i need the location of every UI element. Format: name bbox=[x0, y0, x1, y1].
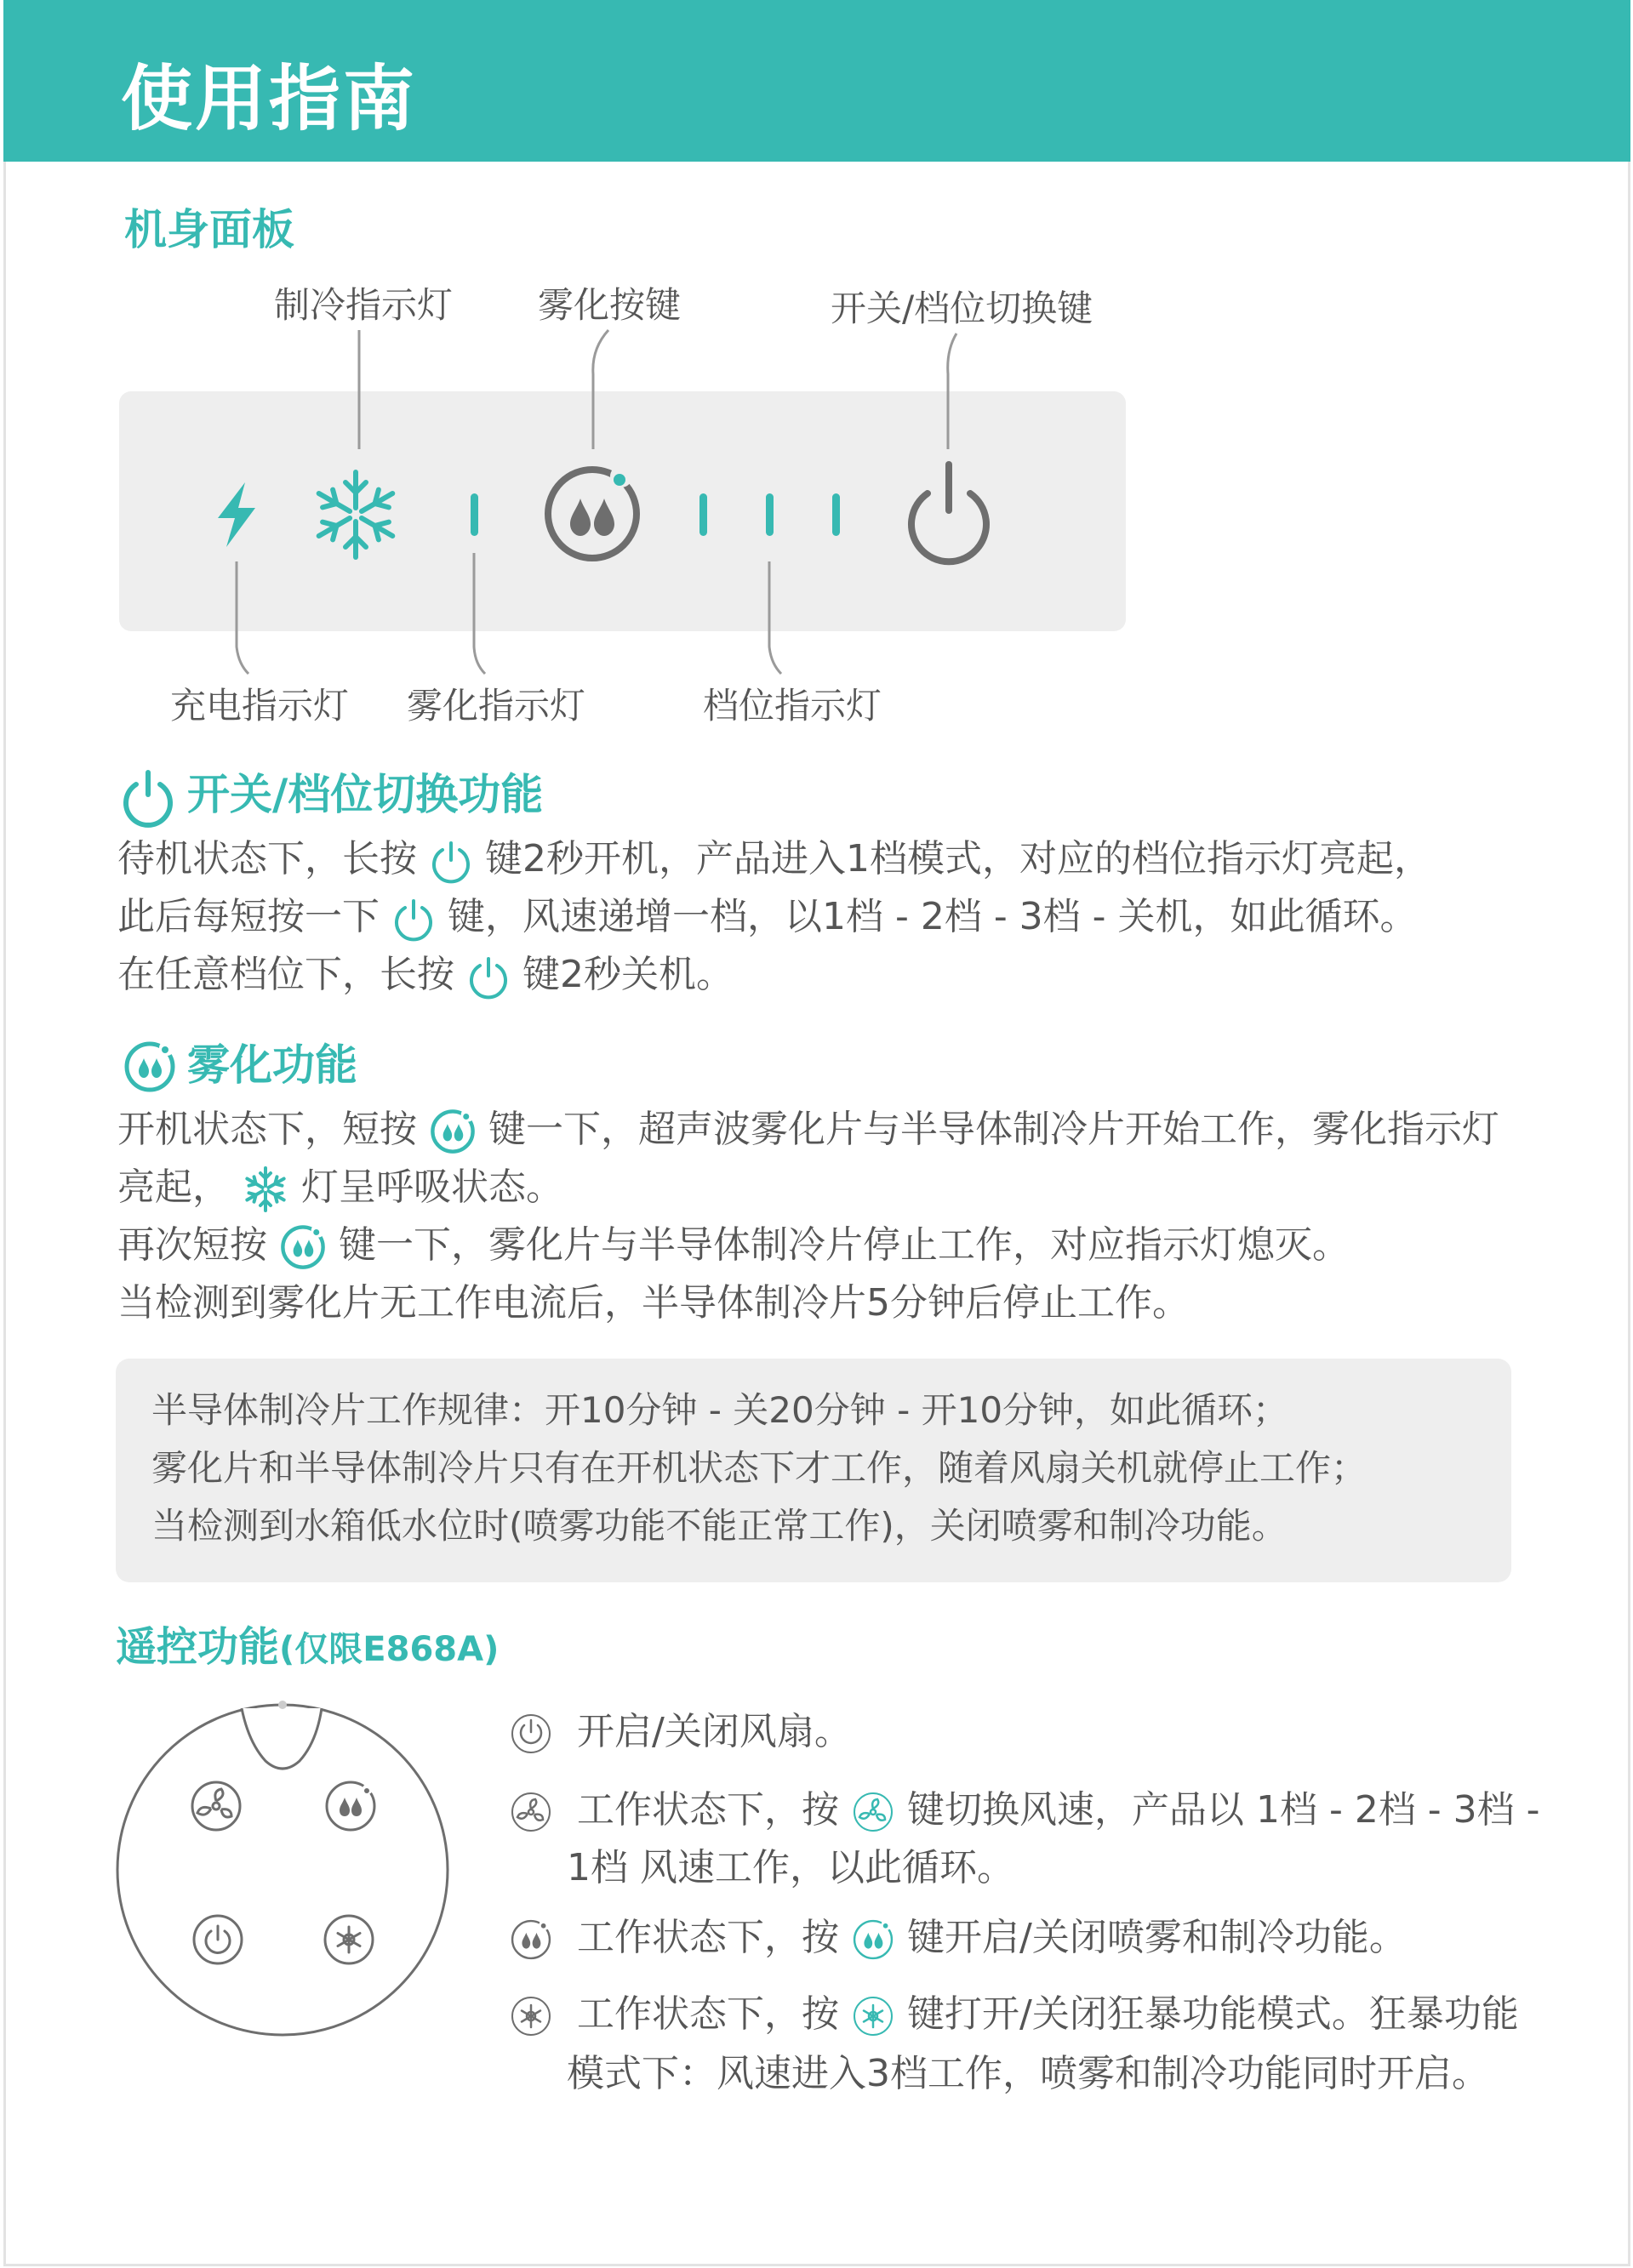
power-inline-icon bbox=[429, 838, 473, 884]
label-mist-button: 雾化按键 bbox=[538, 284, 682, 326]
remote-power-button-icon bbox=[194, 1916, 242, 1963]
snowflake-icon bbox=[308, 468, 403, 561]
remote-title-main: 遥控功能 bbox=[116, 1623, 280, 1671]
mist-line-2-text-a: 亮起， bbox=[117, 1165, 230, 1209]
power-line-3 bbox=[117, 951, 734, 1000]
remote-item-turbo bbox=[509, 1991, 1519, 2038]
mist-line-2 bbox=[117, 1164, 563, 1213]
power-inline-icon bbox=[466, 954, 511, 1000]
mist-line-4: 当检测到雾化片无工作电流后，半导体制冷片5分钟后停止工作。 bbox=[117, 1281, 1190, 1325]
panel-section-title: 机身面板 bbox=[124, 205, 294, 254]
snowflake-inline-icon bbox=[242, 1165, 289, 1213]
remote-mist-button-icon bbox=[327, 1782, 374, 1830]
remote-item-turbo-text-a: 工作状态下，按 bbox=[577, 1992, 839, 2036]
remote-item-power-text: 开启/关闭风扇。 bbox=[577, 1710, 852, 1753]
mist-inline-icon bbox=[429, 1108, 477, 1155]
remote-item-mist bbox=[509, 1914, 1407, 1962]
mist-line-3-text-b: 键一下，雾化片与半导体制冷片停止工作，对应指示灯熄灭。 bbox=[339, 1223, 1350, 1267]
charge-indicator-icon bbox=[211, 481, 262, 549]
turbo-outline-icon bbox=[509, 1994, 553, 2038]
power-line-1-text-b: 键2秒开机，产品进入1档模式，对应的档位指示灯亮起， bbox=[485, 837, 1431, 880]
mist-inline-icon bbox=[279, 1223, 327, 1271]
mist-section-icon bbox=[123, 1040, 177, 1094]
mist-line-1-text-a: 开机状态下，短按 bbox=[117, 1108, 417, 1151]
power-line-2-text-b: 键，风速递增一档，以1档 - 2档 - 3档 - 关机，如此循环。 bbox=[448, 895, 1418, 938]
remote-item-fan-text-a: 工作状态下，按 bbox=[577, 1788, 839, 1832]
remote-title-suffix: (仅限E868A) bbox=[279, 1630, 500, 1669]
remote-item-turbo-line-2: 模式下：风速进入3档工作，喷雾和制冷功能同时开启。 bbox=[567, 2052, 1489, 2095]
mist-line-1 bbox=[117, 1106, 1499, 1155]
remote-item-fan-text-b: 键切换风速，产品以 1档 - 2档 - 3档 - bbox=[907, 1788, 1540, 1832]
mist-line-1-text-b: 键一下，超声波雾化片与半导体制冷片开始工作，雾化指示灯 bbox=[488, 1108, 1499, 1151]
remote-item-fan bbox=[509, 1786, 1540, 1834]
remote-item-turbo-text-b: 键打开/关闭狂暴功能模式。狂暴功能 bbox=[907, 1992, 1519, 2036]
remote-fan-button-icon bbox=[192, 1782, 240, 1830]
fan-inline-icon bbox=[851, 1790, 895, 1834]
remote-turbo-button-icon bbox=[325, 1916, 373, 1963]
remote-item-mist-text-b: 键开启/关闭喷雾和制冷功能。 bbox=[907, 1916, 1407, 1959]
remote-section-title bbox=[116, 1621, 499, 1675]
mist-outline-icon bbox=[509, 1918, 553, 1962]
note-line-2: 雾化片和半导体制冷片只有在开机状态下才工作，随着风扇关机就停止工作； bbox=[151, 1447, 1367, 1489]
power-line-2-text-a: 此后每短按一下 bbox=[117, 895, 380, 938]
turbo-inline-icon bbox=[851, 1994, 895, 2038]
panel-leader-lines bbox=[0, 0, 1633, 766]
power-inline-icon bbox=[391, 896, 436, 942]
power-outline-icon bbox=[509, 1712, 553, 1756]
speed-indicator-light-3 bbox=[832, 493, 840, 536]
power-line-3-text-a: 在任意档位下，长按 bbox=[117, 953, 454, 996]
mist-indicator-light bbox=[471, 493, 478, 536]
power-line-1 bbox=[117, 835, 1431, 884]
page-title: 使用指南 bbox=[121, 57, 418, 140]
remote-control-illustration bbox=[114, 1700, 454, 2040]
note-line-3: 当检测到水箱低水位时(喷雾功能不能正常工作)，关闭喷雾和制冷功能。 bbox=[151, 1505, 1288, 1547]
power-section-title: 开关/档位切换功能 bbox=[187, 770, 544, 819]
mist-line-3 bbox=[117, 1222, 1350, 1271]
label-cooling-indicator: 制冷指示灯 bbox=[274, 284, 454, 326]
label-charge-indicator: 充电指示灯 bbox=[170, 685, 350, 727]
label-power-button: 开关/档位切换键 bbox=[831, 288, 1093, 329]
mist-line-3-text-a: 再次短按 bbox=[117, 1223, 267, 1267]
note-line-1: 半导体制冷片工作规律：开10分钟 - 关20分钟 - 开10分钟，如此循环； bbox=[151, 1389, 1289, 1431]
remote-item-power bbox=[509, 1708, 852, 1756]
power-section-icon bbox=[123, 767, 174, 823]
speed-indicator-light-2 bbox=[766, 493, 774, 536]
power-line-2 bbox=[117, 893, 1418, 942]
speed-indicator-light-1 bbox=[699, 493, 707, 536]
fan-outline-icon bbox=[509, 1790, 553, 1834]
power-button-icon[interactable] bbox=[902, 459, 996, 561]
mist-section-title: 雾化功能 bbox=[187, 1040, 357, 1090]
power-line-1-text-a: 待机状态下，长按 bbox=[117, 837, 417, 880]
remote-item-mist-text-a: 工作状态下，按 bbox=[577, 1916, 839, 1959]
label-speed-indicator: 档位指示灯 bbox=[703, 685, 882, 727]
mist-line-2-text-b: 灯呈呼吸状态。 bbox=[301, 1165, 563, 1209]
label-mist-indicator: 雾化指示灯 bbox=[407, 685, 586, 727]
mist-inline-icon bbox=[851, 1918, 895, 1962]
remote-item-fan-line-2: 1档 风速工作，以此循环。 bbox=[567, 1846, 1014, 1889]
power-line-3-text-b: 键2秒关机。 bbox=[522, 953, 734, 996]
mist-button-icon[interactable] bbox=[543, 464, 642, 563]
